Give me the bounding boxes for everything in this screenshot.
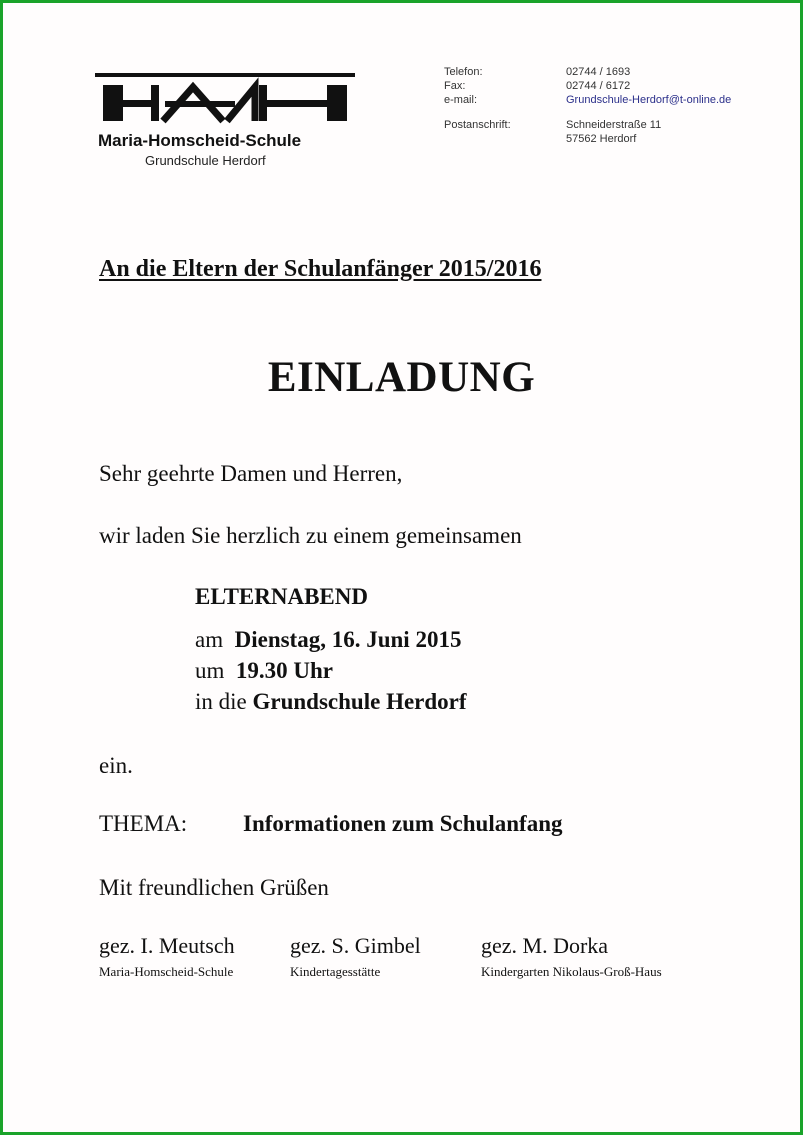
event-date: Dienstag, 16. Juni 2015 bbox=[234, 627, 462, 652]
intro-text: wir laden Sie herzlich zu einem gemeinsamen bbox=[99, 523, 522, 548]
place-prefix: in die bbox=[195, 689, 247, 714]
phone-label: Telefon: bbox=[444, 66, 483, 78]
address-city: 57562 Herdorf bbox=[566, 133, 637, 145]
event-date-line bbox=[195, 627, 461, 653]
phone-value: 02744 / 1693 bbox=[566, 66, 631, 78]
topic-label: THEMA: bbox=[99, 811, 188, 836]
signature-org-1: Maria-Homscheid-Schule bbox=[99, 964, 234, 979]
salutation: Sehr geehrte Damen und Herren, bbox=[99, 461, 403, 486]
signature-name-3: gez. M. Dorka bbox=[481, 933, 609, 958]
fax-label: Fax: bbox=[444, 80, 466, 92]
signature-name-1: gez. I. Meutsch bbox=[99, 933, 235, 958]
closing-word: ein. bbox=[99, 753, 133, 778]
event-time: 19.30 Uhr bbox=[235, 658, 334, 683]
school-name: Maria-Homscheid-Schule bbox=[98, 131, 302, 150]
regards: Mit freundlichen Grüßen bbox=[99, 875, 329, 900]
signature-org-3: Kindergarten Nikolaus-Groß-Haus bbox=[481, 964, 662, 979]
topic-value: Informationen zum Schulanfang bbox=[243, 811, 563, 836]
email-label: e-mail: bbox=[444, 94, 478, 106]
school-subtitle: Grundschule Herdorf bbox=[145, 153, 266, 168]
event-place: Grundschule Herdorf bbox=[252, 689, 467, 714]
letter-subject: An die Eltern der Schulanfänger 2015/2016 bbox=[99, 256, 542, 282]
time-prefix: um bbox=[195, 658, 225, 683]
date-prefix: am bbox=[195, 627, 224, 652]
address-label: Postanschrift: bbox=[444, 119, 511, 131]
event-name: ELTERNABEND bbox=[195, 584, 368, 609]
letter-title: EINLADUNG bbox=[267, 354, 536, 401]
fax-value: 02744 / 6172 bbox=[566, 80, 631, 92]
school-logo bbox=[95, 73, 355, 125]
event-place-line bbox=[195, 689, 467, 715]
signature-org-2: Kindertagesstätte bbox=[290, 964, 381, 979]
address-street: Schneiderstraße 11 bbox=[566, 119, 662, 131]
signature-name-2: gez. S. Gimbel bbox=[290, 933, 421, 958]
email-link[interactable]: Grundschule-Herdorf@t-online.de bbox=[566, 94, 732, 106]
event-time-line bbox=[195, 658, 333, 684]
